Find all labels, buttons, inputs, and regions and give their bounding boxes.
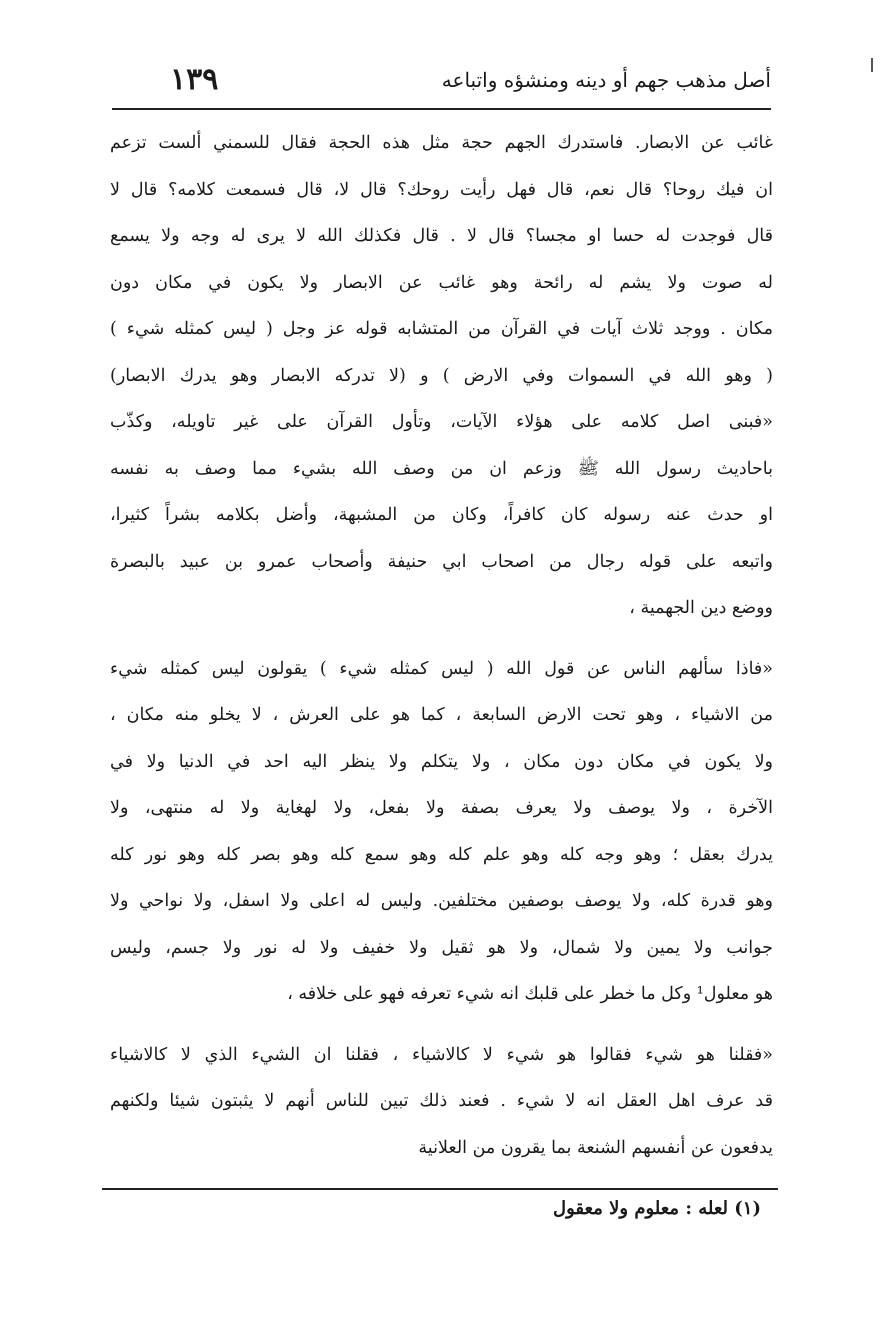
text-line: «فبنى اصل كلامه على هؤلاء الآيات، وتأول القرآن على غير تاويله، وكذّب xyxy=(110,412,773,432)
text-line: يدرك بعقل ؛ وهو وجه كله وهو علم كله وهو سمع كله وهو بصر كله وهو نور كله xyxy=(110,844,773,865)
footnote-divider xyxy=(102,1188,778,1190)
text-line: جوانب ولا يمين ولا شمال، ولا هو ثقيل ولا خفيف ولا له نور ولا جسم، وليس xyxy=(110,937,773,958)
text-line: يدفعون عن أنفسهم الشنعة بما يقرون من العلانية xyxy=(418,1137,773,1158)
text-line: «فاذا سألهم الناس عن قول الله ( ليس كمثله شيء ) يقولون ليس كمثله شيء xyxy=(110,658,773,679)
running-title: أصل مذهب جهم أو دينه ومنشؤه واتباعه xyxy=(441,68,771,92)
text-line: مكان . ووجد ثلاث آيات في القرآن من المتشابه قوله عز وجل ( ليس كمثله شيء ) xyxy=(110,319,773,339)
text-line: ووضع دين الجهمية ، xyxy=(629,598,773,618)
page-header xyxy=(112,62,771,110)
footnote: (١) لعله : معلوم ولا معقول xyxy=(553,1198,761,1219)
text-line: باحاديث رسول الله ﷺ وزعم ان من وصف الله بشيء مما وصف به نفسه xyxy=(110,458,773,479)
text-line: او حدث عنه رسوله كان كافراً، وكان من المشبهة، وأضل بكلامه بشراً كثيرا، xyxy=(110,505,773,525)
text-line: قد عرف اهل العقل انه لا شيء . فعند ذلك تبين للناس أنهم لا يثبتون شيئا ولكنهم xyxy=(110,1091,773,1111)
paragraph-gap xyxy=(110,1018,773,1032)
text-line: واتبعه على قوله رجال من اصحاب ابي حنيفة وأصحاب عمرو بن عبيد بالبصرة xyxy=(110,551,773,572)
body-text xyxy=(110,120,773,1171)
text-line: «فقلنا هو شيء فقالوا هو شيء لا كالاشياء ، فقلنا ان الشيء الذي لا كالاشياء xyxy=(110,1044,773,1065)
text-line: غائب عن الابصار. فاستدرك الجهم حجة مثل هذه الحجة فقال للسمني ألست تزعم xyxy=(110,133,773,153)
text-line: هو معلول¹ وكل ما خطر على قلبك انه شيء تعرفه فهو على خلافه ، xyxy=(287,984,773,1004)
text-line: ولا يكون في مكان دون مكان ، ولا يتكلم ولا ينظر اليه احد في الدنيا ولا في xyxy=(110,751,773,772)
text-line: ان فيك روحا؟ قال نعم، قال فهل رأيت روحك؟ قال لا، قال فسمعت كلامه؟ قال لا xyxy=(110,179,773,200)
paragraph-gap xyxy=(110,632,773,646)
scan-edge-mark xyxy=(871,58,873,72)
text-line: من الاشياء ، وهو تحت الارض السابعة ، كما هو على العرش ، لا يخلو منه مكان ، xyxy=(110,705,773,725)
text-line: ( وهو الله في السموات وفي الارض ) و (لا تدركه الابصار وهو يدرك الابصار) xyxy=(110,365,773,386)
text-line: الآخرة ، ولا يوصف ولا يعرف بصفة ولا بفعل، ولا لهغاية ولا له منتهى، ولا xyxy=(110,798,773,818)
page-number: ١٣٩ xyxy=(170,62,219,97)
text-line: قال فوجدت له حسا او مجسا؟ قال لا . قال فكذلك الله لا يرى له وجه ولا يسمع xyxy=(110,226,773,246)
text-line: له صوت ولا يشم له رائحة وهو غائب عن الابصار ولا يكون في مكان دون xyxy=(110,272,773,293)
text-line: وهو قدرة كله، ولا يوصف بوصفين مختلفين. وليس له اعلى ولا اسفل، ولا نواحي ولا xyxy=(110,891,773,911)
